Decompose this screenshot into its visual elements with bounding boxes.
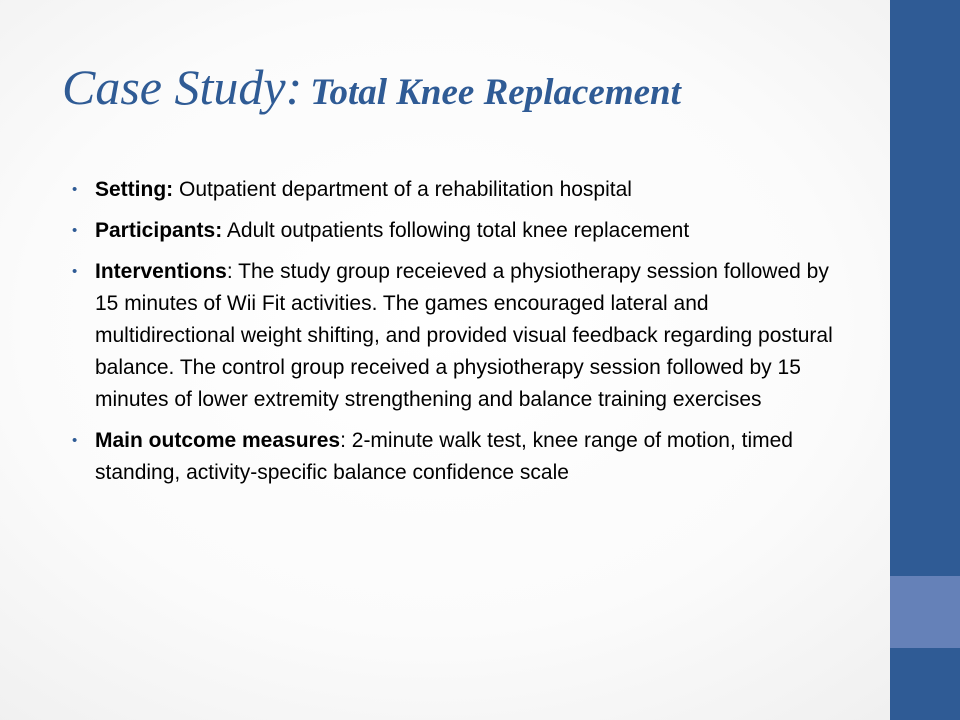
bullet-list	[72, 174, 852, 498]
bullet-icon: •	[72, 181, 78, 198]
bullet-item-setting	[72, 174, 852, 206]
bullet-text: : 2-minute walk test, knee range of motion, timed standing, activity-specific balance confidence scale	[95, 429, 793, 484]
bullet-item-participants	[72, 215, 852, 247]
bullet-label: Main outcome measures	[95, 429, 341, 452]
bullet-text: Adult outpatients following total knee replacement	[226, 219, 690, 242]
bullet-icon: •	[72, 222, 78, 239]
bullet-label: Interventions	[95, 260, 227, 283]
slide-title-subtitle: Total Knee Replacement	[310, 72, 681, 113]
bullet-label: Participants:	[95, 219, 223, 242]
bullet-label: Setting:	[95, 178, 174, 201]
bullet-item-outcome-measures	[72, 425, 852, 489]
slide-title-main: Case Study:	[62, 59, 303, 115]
bullet-text: : The study group receieved a physiotherapy session followed by 15 minutes of Wii Fit activities. The games encouraged lateral and multidirectional weight shifting, and provided visual feedback regarding postural balance. The control group received a physiotherapy session followed by 15 minutes of lower extremity strengthening and balance training exercises	[95, 260, 833, 411]
bullet-text: Outpatient department of a rehabilitation hospital	[179, 178, 632, 201]
side-panel-accent-block	[890, 576, 960, 648]
slide-title	[62, 60, 872, 115]
bullet-item-interventions	[72, 256, 852, 416]
bullet-icon: •	[72, 263, 78, 280]
bullet-icon: •	[72, 432, 78, 449]
